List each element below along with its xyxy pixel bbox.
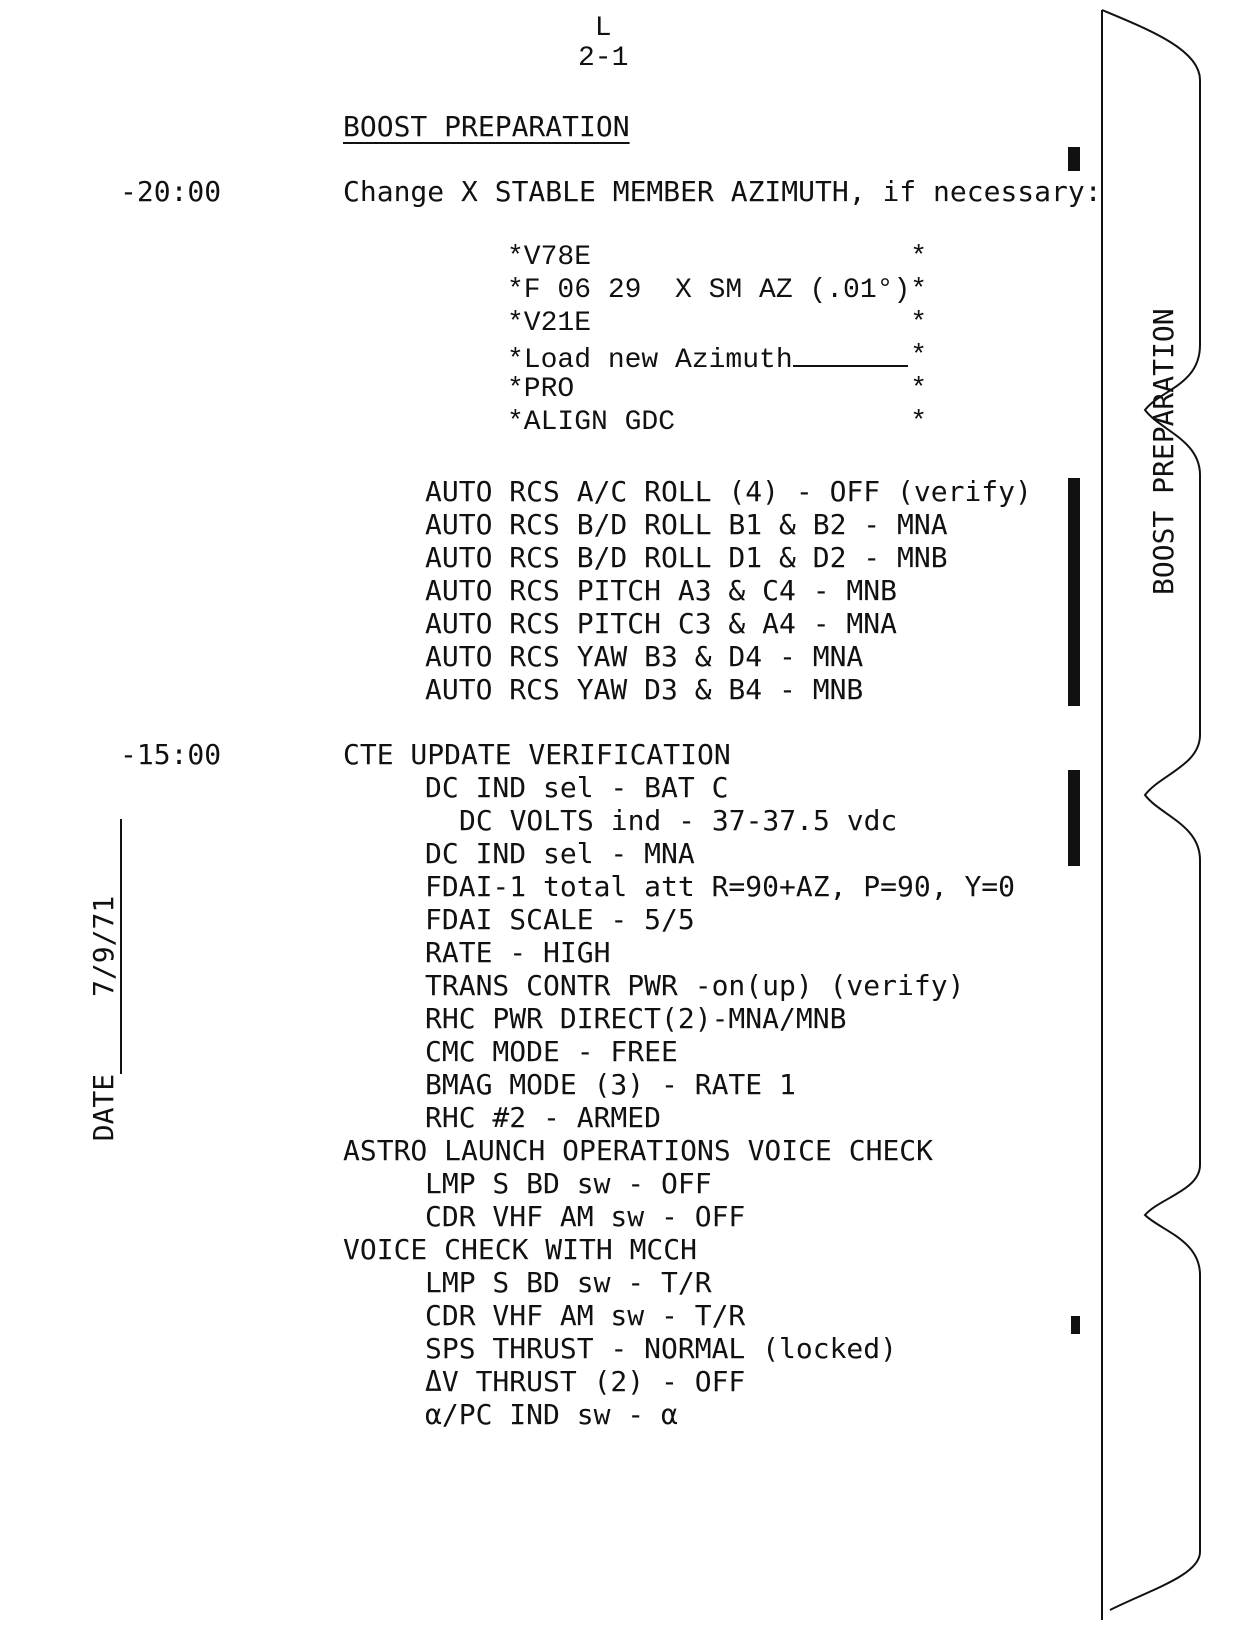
step-heading: VOICE CHECK WITH MCCH [343,1233,698,1266]
section-title: BOOST PREPARATION [343,110,630,143]
page-header [578,14,628,74]
step-line: LMP S BD sw - T/R [425,1266,712,1299]
change-bar [1068,147,1080,171]
step-line: LMP S BD sw - OFF [425,1167,712,1200]
step-heading: CTE UPDATE VERIFICATION [343,738,731,771]
step-line: RHC PWR DIRECT(2)-MNA/MNB [425,1002,847,1035]
tab-label: BOOST PREPARATION [1147,308,1180,595]
step-line: TRANS CONTR PWR -on(up) (verify) [425,969,965,1002]
time-marker-1: -20:00 [120,175,222,208]
time-marker-2: -15:00 [120,738,222,771]
dsky-line: *F 06 29 X SM AZ (.01°) * [507,275,927,306]
change-bar [1071,1316,1080,1334]
dsky-line: *ALIGN GDC * [507,407,927,438]
step-line: SPS THRUST - NORMAL (locked) [425,1332,898,1365]
step-line: AUTO RCS YAW B3 & D4 - MNA [425,640,864,673]
change-bar [1068,770,1080,866]
dsky-line: *PRO * [507,374,927,405]
step-line: DC IND sel - BAT C [425,771,729,804]
azimuth-blank [793,341,908,367]
dsky-line: *Load new Azimuth * [507,341,927,376]
step-line: CMC MODE - FREE [425,1035,678,1068]
step-line: ΔV THRUST (2) - OFF [425,1365,746,1398]
step-line: FDAI SCALE - 5/5 [425,903,695,936]
step-line: DC IND sel - MNA [425,837,695,870]
step-line: AUTO RCS A/C ROLL (4) - OFF (verify) [425,475,1032,508]
dsky-line: *V78E * [507,242,927,273]
step-line: CDR VHF AM sw - T/R [425,1299,746,1332]
step-line: AUTO RCS B/D ROLL B1 & B2 - MNA [425,508,948,541]
step-change-azimuth: Change X STABLE MEMBER AZIMUTH, if necessary: [343,175,1102,208]
step-line: BMAG MODE (3) - RATE 1 [425,1068,796,1101]
step-line: AUTO RCS B/D ROLL D1 & D2 - MNB [425,541,948,574]
header-letter: L [594,13,612,44]
step-line: DC VOLTS ind - 37-37.5 vdc [459,804,898,837]
step-line: CDR VHF AM sw - OFF [425,1200,746,1233]
dsky-procedure-block [507,242,927,440]
date-label: DATE [87,1073,120,1142]
step-line: AUTO RCS YAW D3 & B4 - MNB [425,673,864,706]
step-line: RATE - HIGH [425,936,611,969]
date-field [54,819,122,1175]
dsky-line: *V21E * [507,308,927,339]
step-line: α/PC IND sw - α [425,1398,678,1431]
header-page-number: 2-1 [578,43,629,74]
change-bar [1068,478,1080,706]
step-line: AUTO RCS PITCH C3 & A4 - MNA [425,607,898,640]
step-line: RHC #2 - ARMED [425,1101,662,1134]
step-heading: ASTRO LAUNCH OPERATIONS VOICE CHECK [343,1134,934,1167]
step-line: FDAI-1 total att R=90+AZ, P=90, Y=0 [425,870,1016,903]
tab-brace-outline [1090,0,1210,1636]
date-value: 7/9/71 [87,819,122,1074]
step-line: AUTO RCS PITCH A3 & C4 - MNB [425,574,898,607]
